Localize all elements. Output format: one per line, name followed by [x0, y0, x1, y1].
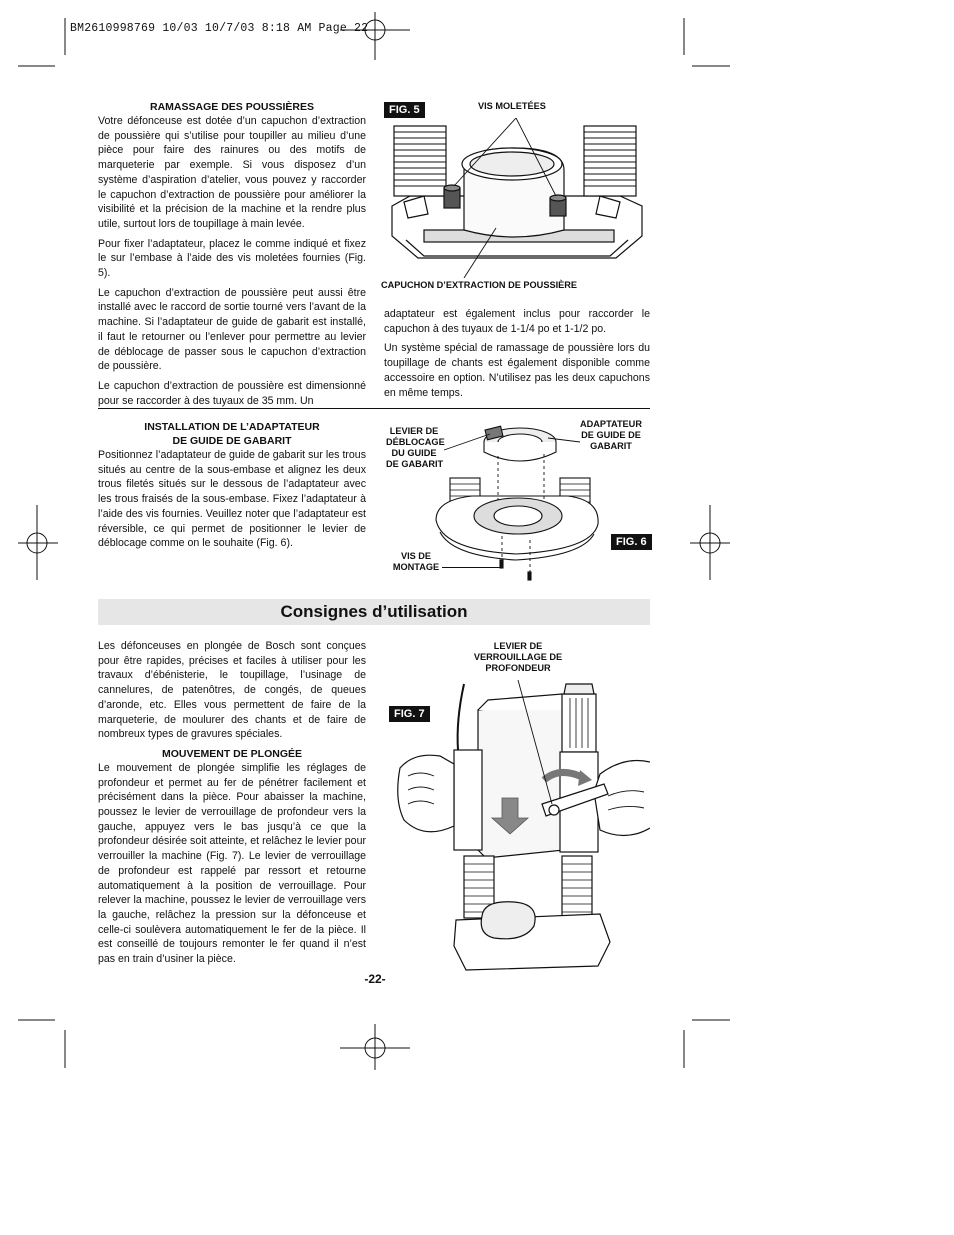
fig7-label-line3: PROFONDEUR [485, 663, 551, 673]
print-slug: BM2610998769 10/03 10/7/03 8:18 AM Page 22 [70, 22, 369, 35]
fig5-label-thumbscrews: VIS MOLETÉES [478, 101, 546, 111]
fig7-tag: FIG. 7 [389, 706, 430, 722]
dust-collection-paragraph-1: Votre défonceuse est dotée d’un capuchon d’extraction de poussière qui s’utilise pour toupiller au milieu d’une pièce pour faire des rainures ou des motifs de marqueterie par exemple. Si vous disposez d’un système d’aspiration d’atelier, vous pouvez y raccorder le capuchon d’extraction de poussière pour améliorer la visibilité et la précision de la machine et la rendre plus utile, surtout lors de toupillage à main levée. [98, 115, 366, 230]
fig5-tag: FIG. 5 [384, 102, 425, 118]
fig5-label-dust-hood: CAPUCHON D’EXTRACTION DE POUSSIÈRE [381, 280, 578, 290]
fig6-tag: FIG. 6 [611, 534, 652, 550]
fig7-plunge-router-illustration [394, 680, 650, 972]
fig6-label-release-lever-line2: DÉBLOCAGE [386, 437, 445, 447]
dust-collection-heading: RAMASSAGE DES POUSSIÈRES [150, 101, 314, 113]
dust-collection-paragraph-3: Le capuchon d’extraction de poussière peut aussi être installé avec le raccord de sortie tourné vers l’avant de la machine. Si l’adaptateur de guide de gabarit est installé, il faut le retourner ou l’enlever pour permettre au levier de déblocage de passer sous le capuchon d’extraction de poussière. [98, 286, 366, 373]
fig6-label-release-lever-line1: LEVIER DE [389, 426, 439, 436]
fig7-label-line2: VERROUILLAGE DE [473, 652, 563, 662]
fig5-dust-hood-illustration [384, 118, 650, 278]
fig6-label-adapter-line2: DE GUIDE DE [581, 430, 641, 440]
fig7-label-line1: LEVIER DE [493, 641, 543, 651]
dust-collection-paragraph-5: adaptateur est également inclus pour raccorder le capuchon à des tuyaux de 1-1/4 po et 1-1/2 po. [384, 308, 650, 335]
page-number: -22- [364, 972, 386, 986]
template-guide-heading-line1: INSTALLATION DE L’ADAPTATEUR [144, 421, 320, 433]
dust-collection-section [98, 100, 366, 413]
template-guide-paragraph: Positionnez l’adaptateur de guide de gabarit sur les trous situés au centre de la sous-embase et alignez les deux trous filetés situés sur le dessous de l’adaptateur avec les trous fraisés de la sous-embase. Fixez l’adaptateur à l’aide des vis fournies. Veuillez noter que l’adaptateur est réversible, ce qui permet de positionner le levier de déblocage comme on le souhaite (Fig. 6). [98, 449, 366, 550]
dust-collection-paragraph-2: Pour fixer l’adaptateur, placez le comme indiqué et fixez le sur l’embase à l’aide des vis moletées fournies (Fig. 5). [98, 237, 366, 280]
plunge-paragraph: Le mouvement de plongée simplifie les réglages de profondeur et permet au fer de pénétrer facilement et précisément dans la pièce. Pour abaisser la machine, poussez le levier de verrouillage de profondeur vers la gauche, appuyez vers le bas jusqu’à ce que la profondeur désirée soit atteinte, et relâchez le levier pour verrouiller la machine (Fig. 7). Le levier de verrouillage de profondeur est rappelé par ressort et retourne automatiquement à la position de verrouillage. Pour relever la machine, poussez le levier de verrouillage vers la gauche, relâchez la pression sur la défonceuse et celle-ci soulèvera automatiquement le fer de la pièce. Il est conseillé de toujours remonter le fer quand il n’est pas en train d’usiner la pièce. [98, 761, 366, 966]
fig6-label-mounting-screws [392, 551, 440, 573]
fig6-template-adapter-illustration [432, 420, 602, 590]
fig6-mounting-screws-leader [442, 567, 500, 568]
fig7-label-depth-lock-lever [466, 641, 570, 674]
section-title: Consignes d’utilisation [280, 602, 468, 621]
template-guide-heading-line2: DE GUIDE DE GABARIT [172, 435, 292, 447]
fig6-label-mounting-screws-line1: VIS DE [400, 551, 432, 561]
usage-section [98, 639, 366, 972]
section-divider [98, 408, 650, 409]
fig6-label-adapter-line3: GABARIT [590, 441, 632, 451]
section-title-bar [98, 599, 650, 625]
fig6-label-adapter-line1: ADAPTATEUR [580, 419, 642, 429]
dust-collection-paragraph-4: Le capuchon d’extraction de poussière est dimensionné pour se raccorder à des tuyaux de 35 mm. Un [98, 379, 366, 407]
template-guide-section [98, 420, 366, 556]
usage-paragraph-1: Les défonceuses en plongée de Bosch sont conçues pour être rapides, précises et faciles à utiliser pour les travaux d’ébénisterie, le toupillage, l’usinage de cannelures, de patenôtres, de congés, de queues d’aronde, etc. Elles vous permettent de faire de la marqueterie, de moulurer des chants et de faire de nombreux types de gravures spéciales. [98, 640, 366, 741]
dust-collection-continued [384, 307, 650, 405]
fig6-label-release-lever-line4: DE GABARIT [386, 459, 444, 469]
fig6-label-release-lever-line3: DU GUIDE [391, 448, 437, 458]
fig6-label-mounting-screws-line2: MONTAGE [392, 562, 440, 572]
dust-collection-paragraph-6: Un système spécial de ramassage de poussière lors du toupillage de chants est également disponible comme accessoire en option. N’utilisez pas les deux capuchons en même temps. [384, 342, 650, 399]
plunge-heading: MOUVEMENT DE PLONGÉE [161, 747, 302, 760]
